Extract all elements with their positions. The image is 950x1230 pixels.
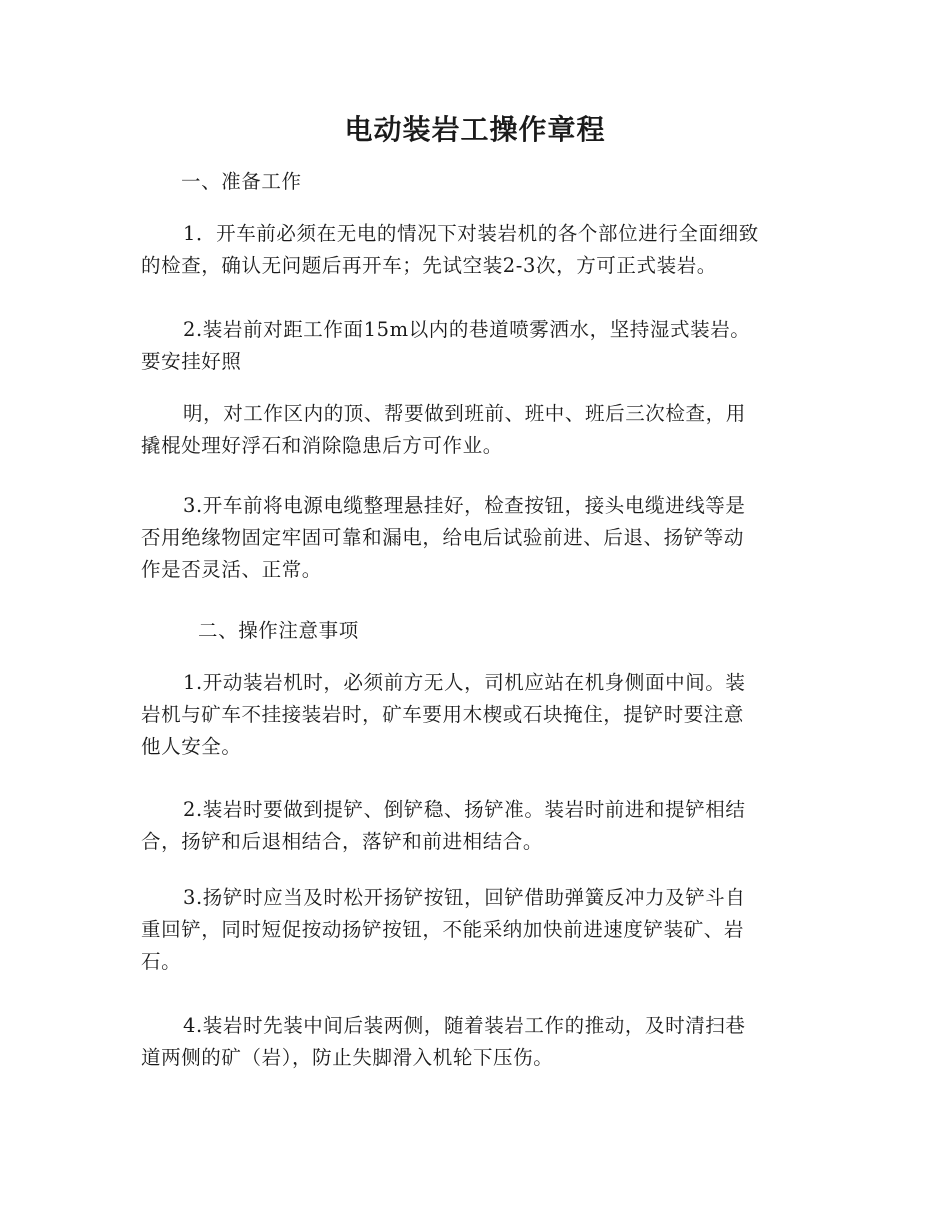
paragraph-5 — [141, 667, 801, 763]
paragraph-line: 4.装岩时先装中间后装两侧，随着装岩工作的推动，及时清扫巷 — [183, 1014, 746, 1037]
section-heading-text: 一、准备工作 — [181, 170, 302, 193]
paragraph-line: 重回铲，同时短促按动扬铲按钮，不能采纳加快前进速度铲装矿、岩 — [141, 918, 745, 941]
paragraph-line: 1.开动装岩机时，必须前方无人，司机应站在机身侧面中间。装 — [183, 671, 746, 694]
paragraph-line: 作是否灵活、正常。 — [141, 558, 322, 581]
paragraph-line: 岩机与矿车不挂接装岩时，矿车要用木楔或石块掩住，提铲时要注意 — [141, 703, 745, 726]
paragraph-line: 明，对工作区内的顶、帮要做到班前、班中、班后三次检查，用 — [183, 402, 746, 425]
paragraph-line: 合，扬铲和后退相结合，落铲和前进相结合。 — [141, 830, 544, 853]
paragraph-line: 1．开车前必须在无电的情况下对装岩机的各个部位进行全面细致 — [183, 222, 759, 245]
paragraph-line: 2.装岩时要做到提铲、倒铲稳、扬铲准。装岩时前进和提铲相结 — [183, 798, 746, 821]
section-heading-preparation — [141, 166, 801, 198]
paragraph-line: 他人安全。 — [141, 735, 242, 758]
paragraph-line: 3.扬铲时应当及时松开扬铲按钮，回铲借助弹簧反冲力及铲斗自 — [183, 886, 746, 909]
paragraph-line: 撬棍处理好浮石和消除隐患后方可作业。 — [141, 434, 503, 457]
section-heading-text: 二、操作注意事项 — [198, 619, 359, 642]
document-title: 电动装岩工操作章程 — [344, 113, 606, 146]
paragraph-3 — [141, 398, 801, 462]
section-heading-operation-notes — [141, 615, 801, 647]
paragraph-7 — [141, 882, 801, 978]
paragraph-4 — [141, 490, 801, 586]
paragraph-line: 道两侧的矿（岩），防止失脚滑入机轮下压伤。 — [141, 1046, 554, 1069]
paragraph-8 — [141, 1010, 801, 1074]
paragraph-2 — [141, 314, 801, 378]
paragraph-line: 否用绝缘物固定牢固可靠和漏电，给电后试验前进、后退、扬铲等动 — [141, 526, 745, 549]
paragraph-line: 要安挂好照 — [141, 350, 242, 373]
paragraph-1 — [141, 218, 801, 282]
paragraph-6 — [141, 794, 801, 858]
paragraph-line: 3.开车前将电源电缆整理悬挂好，检查按钮，接头电缆进线等是 — [183, 494, 746, 517]
paragraph-line: 2.装岩前对距工作面15m以内的巷道喷雾洒水，坚持湿式装岩。 — [183, 318, 751, 341]
paragraph-line: 石。 — [141, 950, 182, 973]
paragraph-line: 的检查，确认无问题后再开车；先试空装2-3次，方可正式装岩。 — [141, 254, 717, 277]
